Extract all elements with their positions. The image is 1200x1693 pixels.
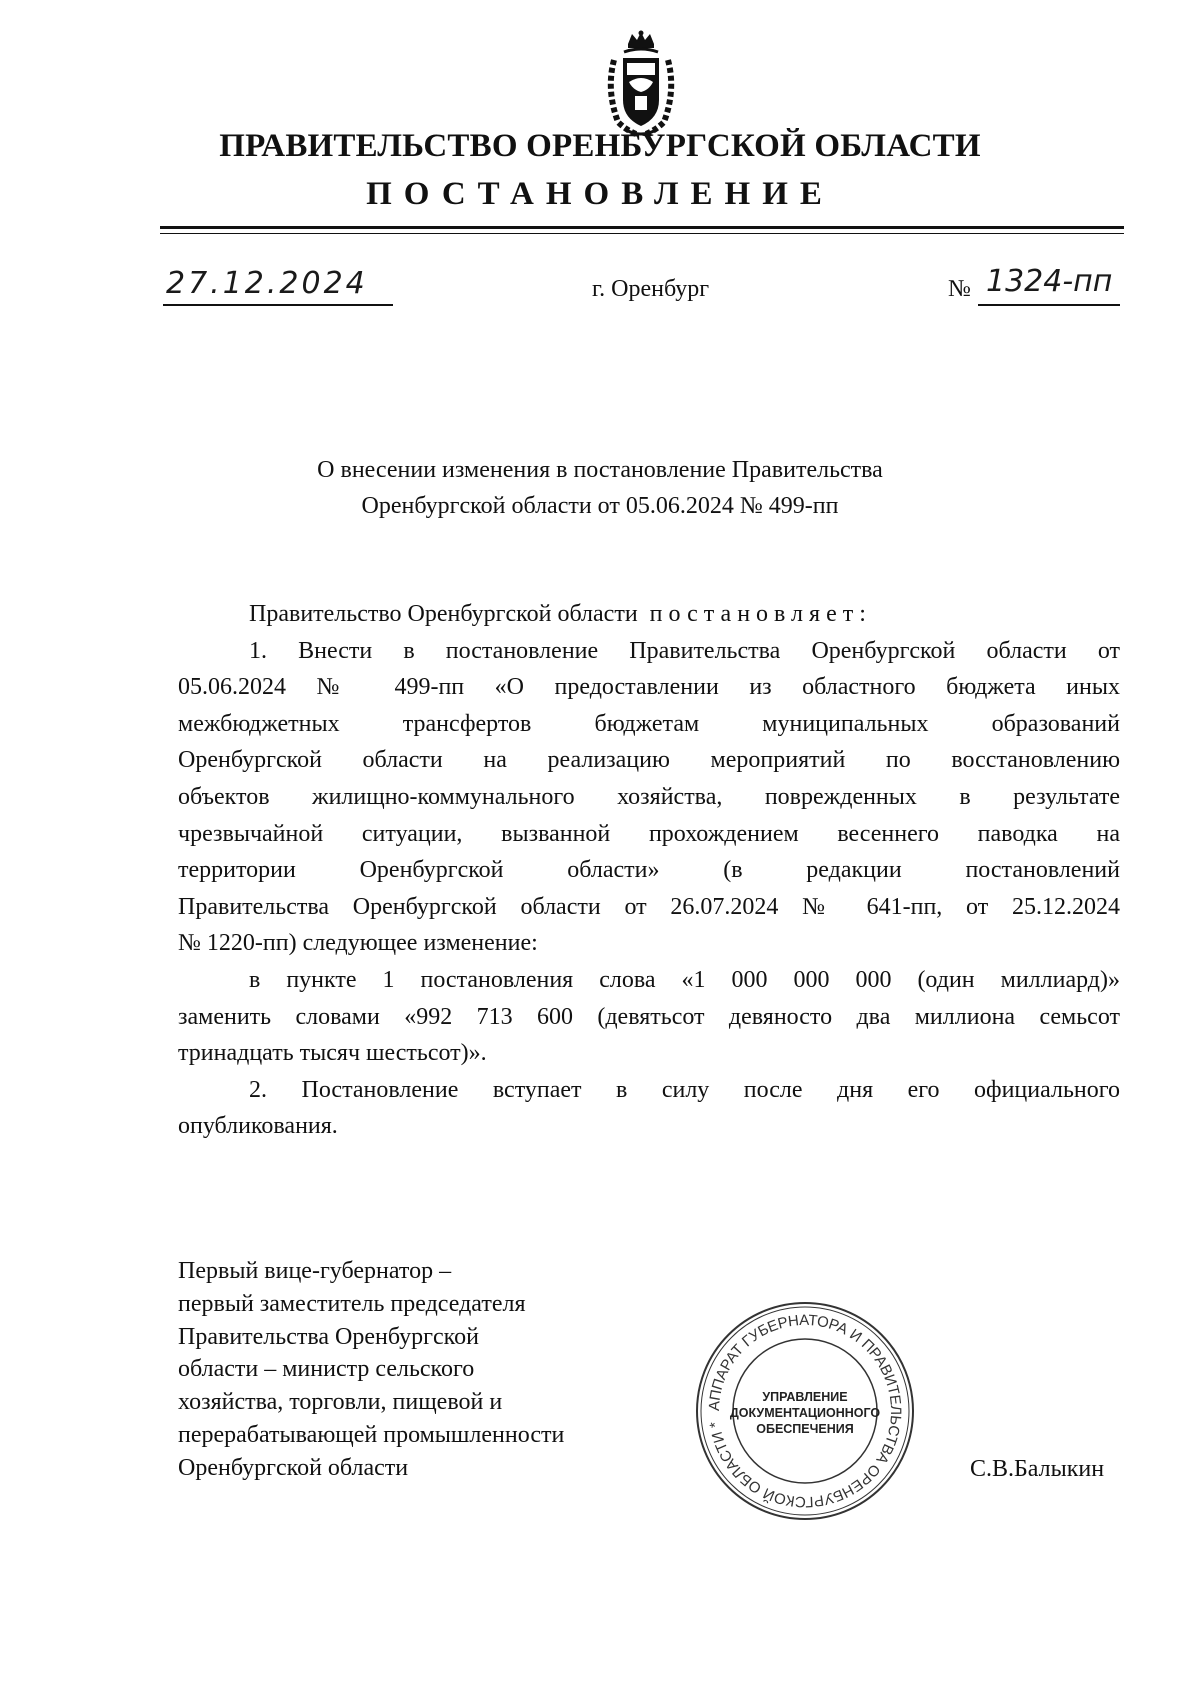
document-type-title: ПОСТАНОВЛЕНИЕ	[366, 176, 834, 212]
seal-center-line: ОБЕСПЕЧЕНИЯ	[756, 1422, 854, 1436]
position-line: Правительства Оренбургской	[178, 1323, 479, 1350]
handwritten-date: 27.12.2024	[166, 266, 368, 301]
paragraph-line: 1. Внести в постановление Правительства Оренбургской области от	[249, 637, 1120, 664]
position-line: хозяйства, торговли, пищевой и	[178, 1389, 503, 1416]
paragraph-line: Оренбургской области на реализацию мероприятий по восстановлению	[178, 747, 1120, 774]
preamble-text: Правительство Оренбургской области	[249, 601, 638, 627]
position-line: области – министр сельского	[178, 1356, 475, 1383]
seal-ring-text: АППАРАТ ГУБЕРНАТОРА И ПРАВИТЕЛЬСТВА ОРЕНБУРГСКОЙ ОБЛАСТИ *	[705, 1311, 905, 1511]
document-subject	[0, 452, 1200, 524]
seal-center-line: ДОКУМЕНТАЦИОННОГО	[729, 1406, 881, 1420]
paragraph-line: межбюджетных трансфертов бюджетам муниципальных образований	[178, 710, 1120, 737]
paragraph-line: 2. Постановление вступает в силу после дня его официального	[249, 1076, 1120, 1103]
paragraph-line: в пункте 1 постановления слова «1 000 000 000 (один миллиард)»	[249, 966, 1120, 993]
paragraph-line: объектов жилищно-коммунального хозяйства, поврежденных в результате	[178, 783, 1120, 810]
paragraph-line: № 1220-пп) следующее изменение:	[178, 930, 538, 957]
paragraph-line: 05.06.2024 № 499-пп «О предоставлении из областного бюджета иных	[178, 674, 1120, 701]
preamble	[178, 596, 1120, 633]
subject-line: О внесении изменения в постановление Правительства	[317, 457, 883, 483]
paragraph-line: территории Оренбургской области» (в редакции постановлений	[178, 857, 1120, 884]
signatory-position	[178, 1255, 698, 1485]
number-sign: №	[948, 276, 971, 302]
header-divider-thin	[160, 233, 1124, 234]
government-title: ПРАВИТЕЛЬСТВО ОРЕНБУРГСКОЙ ОБЛАСТИ	[219, 128, 981, 164]
coat-of-arms-emblem	[604, 30, 678, 138]
number-underline	[978, 304, 1120, 306]
date-underline	[163, 304, 393, 306]
paragraph-line: чрезвычайной ситуации, вызванной прохождением весеннего паводка на	[178, 820, 1120, 847]
official-seal-stamp	[693, 1299, 917, 1523]
header-divider-thick	[160, 226, 1124, 229]
paragraph-line: опубликования.	[178, 1113, 338, 1140]
paragraph-line: тринадцать тысяч шестьсот)».	[178, 1040, 487, 1067]
signatory-name: С.В.Балыкин	[970, 1456, 1105, 1482]
document-body	[178, 596, 1120, 1145]
city-label: г. Оренбург	[592, 276, 710, 302]
paragraph-line: Правительства Оренбургской области от 26.07.2024 № 641-пп, от 25.12.2024	[178, 893, 1120, 920]
handwritten-document-number: 1324-пп	[986, 264, 1113, 299]
subject-line: Оренбургской области от 05.06.2024 № 499-пп	[361, 493, 839, 519]
preamble-resolves: постановляет:	[649, 601, 872, 627]
paragraph-line: заменить словами «992 713 600 (девятьсот девяносто два миллиона семьсот	[178, 1003, 1120, 1030]
position-line: перерабатывающей промышленности	[178, 1421, 565, 1448]
position-line: первый заместитель председателя	[178, 1290, 526, 1317]
position-line: Первый вице-губернатор –	[178, 1258, 452, 1284]
seal-center-line: УПРАВЛЕНИЕ	[762, 1390, 848, 1404]
position-line: Оренбургской области	[178, 1454, 409, 1481]
